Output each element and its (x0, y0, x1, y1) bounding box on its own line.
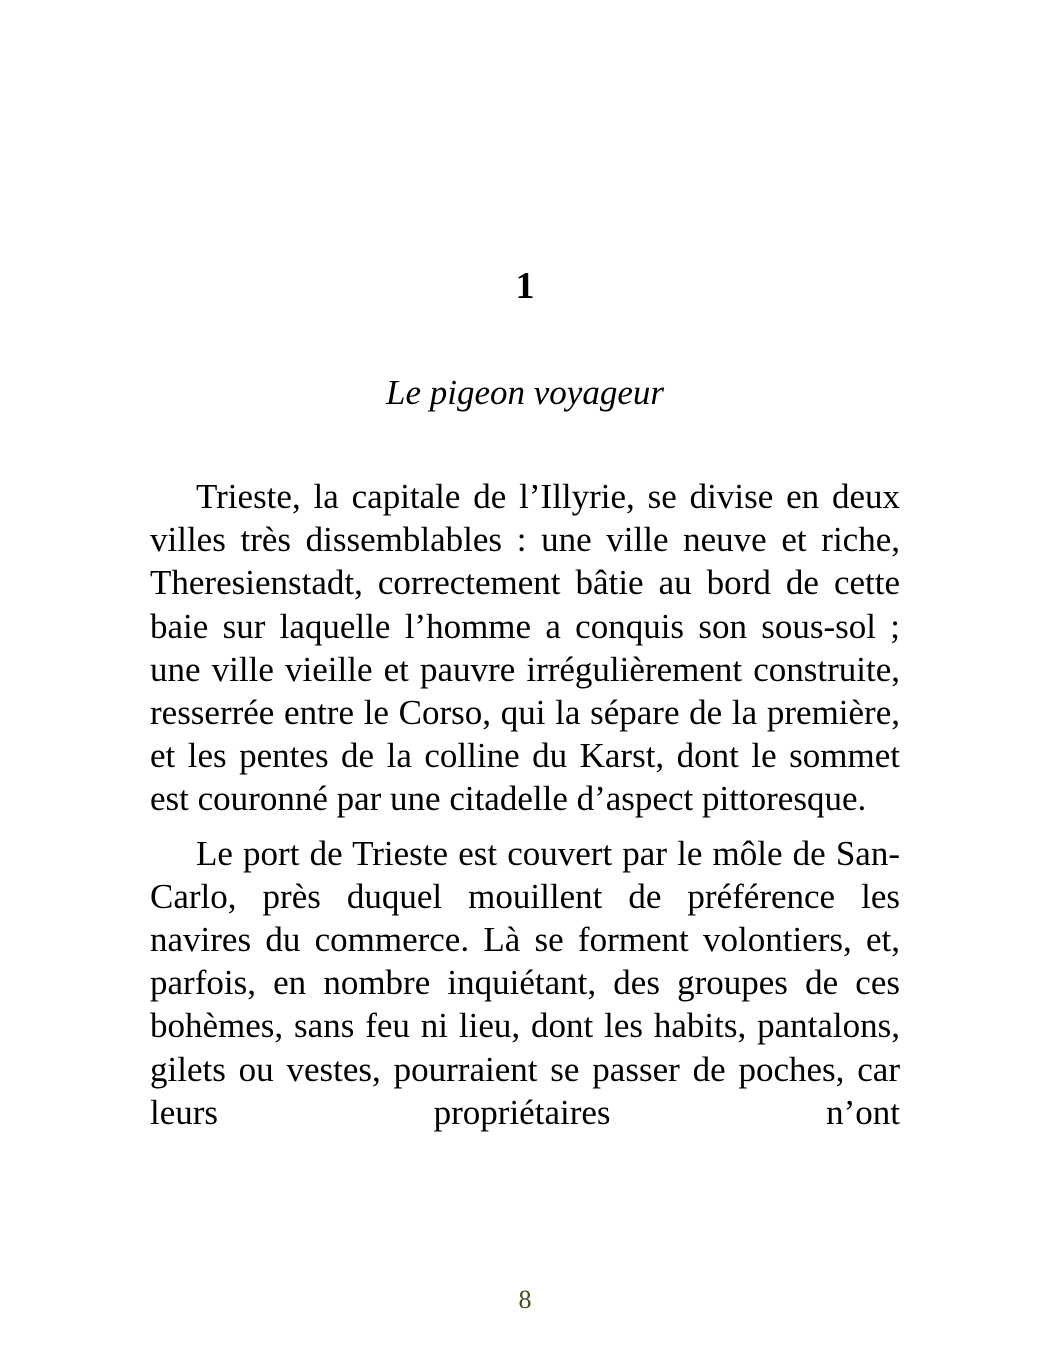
paragraph: Trieste, la capitale de l’Illyrie, se divise en deux villes très dissemblables : une ville neuve et riche, Theresienstadt, correctement bâtie au bord de cette baie sur laquelle l’homme a conquis son sous-sol ; une ville vieille et pauvre irrégulièrement construite, resserrée entre le Corso, qui la sépare de la première, et les pentes de la colline du Karst, dont le sommet est couronné par une citadelle d’aspect pittoresque. (150, 477, 900, 819)
chapter-body (150, 475, 900, 1145)
chapter-number: 1 (515, 265, 535, 307)
page-number: 8 (518, 1285, 532, 1314)
chapter-title: Le pigeon voyageur (386, 373, 664, 412)
paragraph: Le port de Trieste est couvert par le môle de San-Carlo, près duquel mouillent de préférence les navires du commerce. Là se forment volontiers, et, parfois, en nombre inquiétant, des groupes de ces bohèmes, sans feu ni lieu, dont les habits, pantalons, gilets ou vestes, pourraient se passer de poches, car leurs propriétaires n’ont (150, 833, 900, 1132)
